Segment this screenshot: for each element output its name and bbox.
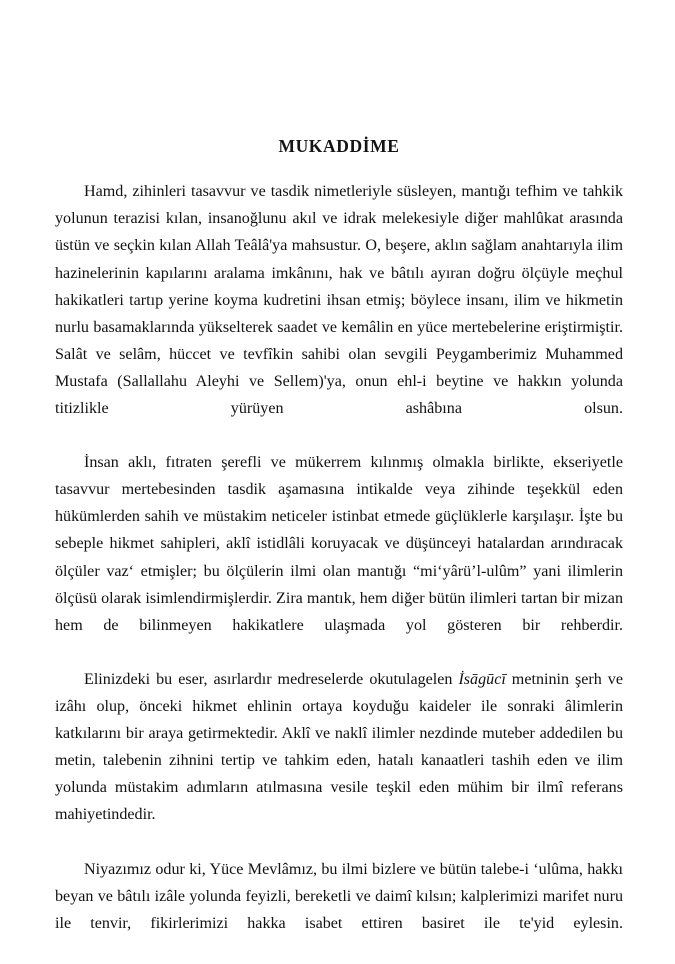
paragraph-1: Hamd, zihinleri tasavvur ve tasdik nimetleriyle süsleyen, mantığı tefhim ve tahkik yolunun terazisi kılan, insanoğlunu akıl ve idrak melekesiyle diğer mahlûkat arasında üstün ve seçkin kılan Allah Teâlâ'ya mahsustur. O, beşere, aklın sağlam anahtarıyla ilim hazinelerinin kapılarını aralama imkânını, hak ve bâtılı ayıran doğru ölçüyle meçhul hakikatleri tartıp yerine koyma kudretini ihsan etmiş; böylece insanı, ilim ve hikmetin nurlu basamaklarında yükselterek saadet ve kemâlin en yüce mertebelerine eriştirmiştir. Salât ve selâm, hüccet ve tevfîkin sahibi olan sevgili Peygamberimiz Muhammed Mustafa (Sallallahu Aleyhi ve Sellem)'ya, onun ehl-i beytine ve hakkın yolunda titizlikle yürüyen ashâbına olsun. <box>55 183 623 417</box>
body-text <box>55 178 623 964</box>
paragraph-3-tail: metninin şerh ve izâhı olup, önceki hikmet ehlinin ortaya koyduğu kaideler ile sonraki âlimlerin katkılarını bir araya getirmektedir. Aklî ve naklî ilimler nezdinde muteber addedilen bu metin, talebenin zihnini tertip ve tahkim eden, hatalı kanaatleri tashih eden ve ilim yolunda müstakim adımların atılmasına vesile teşkil eden mühim bir ilmî referans mahiyetindedir. <box>55 670 623 824</box>
work-title-isaguci: İsāgūcī <box>458 670 506 688</box>
paragraph-2: İnsan aklı, fıtraten şerefli ve mükerrem kılınmış olmakla birlikte, ekseriyetle tasavvur mertebesinden tasdik aşamasına intikalde veya zihinde teşekkül eden hükümlerden sahih ve müstakim neticeler istinbat etmede güçlüklerle karşılaşır. İşte bu sebeple hikmet sahipleri, aklî istidlâli koruyacak ve düşünceyi hatalardan arındıracak ölçüler vazʻ etmişler; bu ölçülerin ilmi olan mantığı “miʻyârüʼl-ulûm” yani ilimlerin ölçüsü olarak isimlendirmişlerdir. Zira mantık, hem diğer bütün ilimleri tartan bir mizan hem de bilinmeyen hakikatlere ulaşmada yol gösteren bir rehberdir. <box>55 454 623 634</box>
page-title: MUKADDİME <box>278 136 400 156</box>
paragraph-4: Niyazımız odur ki, Yüce Mevlâmız, bu ilmi bizlere ve bütün talebe-i ʻulûma, hakkı beyan ve bâtılı izâle yolunda feyizli, bereketli ve daimî kılsın; kalplerimizi marifet nuru ile tenvir, fikirlerimizi hakka isabet ettiren basiret ile te'yid eylesin. <box>55 860 623 932</box>
text-column <box>55 0 623 964</box>
paragraph-3 <box>55 666 623 856</box>
paragraph-3-lead: Elinizdeki bu eser, asırlardır medreselerde okutulagelen <box>84 670 459 688</box>
